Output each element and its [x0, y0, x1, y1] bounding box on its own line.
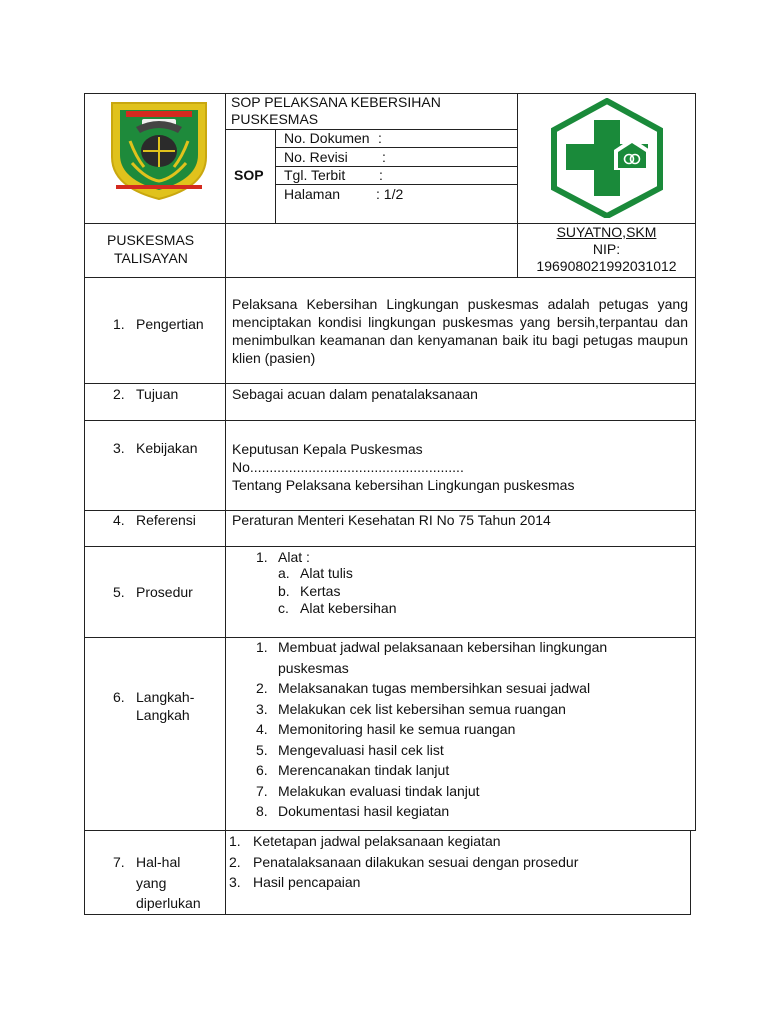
list-item	[256, 719, 607, 740]
organization-name: PUSKESMAS	[107, 232, 195, 248]
section-number: 3.	[113, 440, 125, 456]
halhal-items	[229, 831, 578, 893]
field-issue-date-label: Tgl. Terbit	[284, 167, 346, 183]
prosedur-subitems	[278, 565, 397, 618]
section-number: 6.	[113, 689, 125, 705]
list-item	[256, 781, 607, 802]
list-item-text: Hasil pencapaian	[253, 874, 361, 890]
list-item	[278, 565, 397, 583]
field-doc-number-value: :	[378, 130, 382, 146]
list-marker: 2.	[229, 853, 241, 870]
list-item-text: Alat kebersihan	[300, 600, 397, 616]
puskesmas-logo	[548, 98, 666, 218]
signer-nip-label: NIP:	[592, 241, 621, 257]
list-marker: 4.	[256, 721, 268, 737]
list-item-text: Melakukan evaluasi tindak lanjut	[278, 782, 480, 799]
list-item	[256, 760, 607, 781]
list-item	[256, 740, 607, 761]
sop-label: SOP	[234, 167, 264, 183]
list-item-text: Melaksanakan tugas membersihkan sesuai jadwal	[278, 680, 591, 696]
kebijakan-line: No.......................................................	[232, 459, 464, 475]
section-label-langkah-cont: Langkah	[136, 707, 190, 723]
list-marker: 5.	[256, 741, 268, 758]
list-item	[229, 852, 578, 873]
list-marker: 1.	[256, 639, 268, 655]
langkah-steps	[256, 637, 607, 822]
list-marker: a.	[278, 565, 290, 581]
organization-location: TALISAYAN	[114, 250, 188, 266]
field-revision-value: :	[382, 149, 386, 165]
section-number: 7.	[113, 854, 125, 870]
list-marker: 6.	[256, 762, 268, 778]
field-doc-number-label: No. Dokumen	[284, 130, 370, 146]
list-item	[278, 583, 397, 601]
list-item-text: Memonitoring hasil ke semua ruangan	[278, 721, 516, 737]
field-page-label: Halaman	[284, 186, 341, 202]
pengertian-text: Pelaksana Kebersihan Lingkungan puskesmas adalah petugas yang menciptakan kondisi lingkungan puskesmas yang bersih,terpantau dan menimbulkan keamanan dan kenyamanan baik itu bagi petugas maupun klien (pasien)	[232, 296, 688, 366]
kebijakan-text	[232, 440, 574, 494]
list-marker: c.	[278, 600, 289, 616]
section-label-langkah: Langkah-	[136, 689, 195, 705]
field-revision-label: No. Revisi	[284, 149, 348, 165]
kebijakan-line: Tentang Pelaksana kebersihan Lingkungan puskesmas	[232, 477, 575, 493]
list-item	[256, 637, 607, 678]
list-marker: 2.	[256, 680, 268, 696]
section-number: 4.	[113, 512, 125, 528]
kebijakan-line: Keputusan Kepala Puskesmas	[232, 441, 423, 457]
list-marker: 7.	[256, 782, 268, 799]
list-marker: b.	[278, 582, 290, 599]
list-item	[256, 678, 607, 699]
list-marker: 3.	[229, 874, 241, 890]
document-title: SOP PELAKSANA KEBERSIHAN PUSKESMAS	[231, 94, 441, 127]
list-item-text: Alat tulis	[300, 565, 353, 581]
label-line: Hal-hal	[136, 854, 181, 870]
list-item	[229, 831, 578, 852]
list-marker: 8.	[256, 803, 268, 819]
section-label-kebijakan: Kebijakan	[136, 440, 198, 456]
list-item-text: Kertas	[300, 582, 341, 599]
signer-name: SUYATNO,SKM	[556, 224, 657, 240]
field-issue-date-value: :	[379, 167, 383, 183]
list-item-text: Ketetapan jadwal pelaksanaan kegiatan	[253, 833, 501, 849]
referensi-text: Peraturan Menteri Kesehatan RI No 75 Tahun 2014	[232, 512, 551, 528]
list-item-text: Merencanakan tindak lanjut	[278, 762, 450, 778]
section-label-prosedur: Prosedur	[136, 584, 193, 600]
section-number: 5.	[113, 584, 125, 600]
section-label-referensi: Referensi	[136, 512, 196, 528]
section-number: 2.	[113, 386, 125, 402]
list-item-continuation: puskesmas	[278, 659, 349, 676]
regional-coat-of-arms-logo	[106, 97, 212, 201]
label-line: diperlukan	[136, 895, 201, 911]
list-item	[278, 600, 397, 618]
section-label-pengertian: Pengertian	[136, 316, 204, 332]
list-item-text: Penatalaksanaan dilakukan sesuai dengan prosedur	[253, 853, 579, 870]
list-item-text: Dokumentasi hasil kegiatan	[278, 803, 450, 819]
list-marker: 1.	[229, 833, 241, 849]
field-page-value: : 1/2	[376, 186, 404, 202]
signer-block	[518, 224, 695, 275]
list-item	[256, 801, 607, 822]
section-label-tujuan: Tujuan	[136, 386, 179, 402]
prosedur-item: Alat :	[278, 549, 310, 565]
section-number: 1.	[113, 316, 125, 332]
list-item-text: Melakukan cek list kebersihan semua ruangan	[278, 700, 566, 717]
list-item	[229, 872, 578, 893]
list-item-text: Mengevaluasi hasil cek list	[278, 741, 444, 758]
list-marker: 3.	[256, 700, 268, 717]
prosedur-item-number: 1.	[256, 549, 268, 565]
signer-nip: 196908021992031012	[536, 258, 677, 274]
list-item-text: Membuat jadwal pelaksanaan kebersihan lingkungan	[278, 639, 608, 655]
tujuan-text: Sebagai acuan dalam penatalaksanaan	[232, 386, 478, 402]
list-item	[256, 699, 607, 720]
label-line: yang	[136, 874, 167, 891]
section-label-hal-hal	[136, 852, 201, 914]
